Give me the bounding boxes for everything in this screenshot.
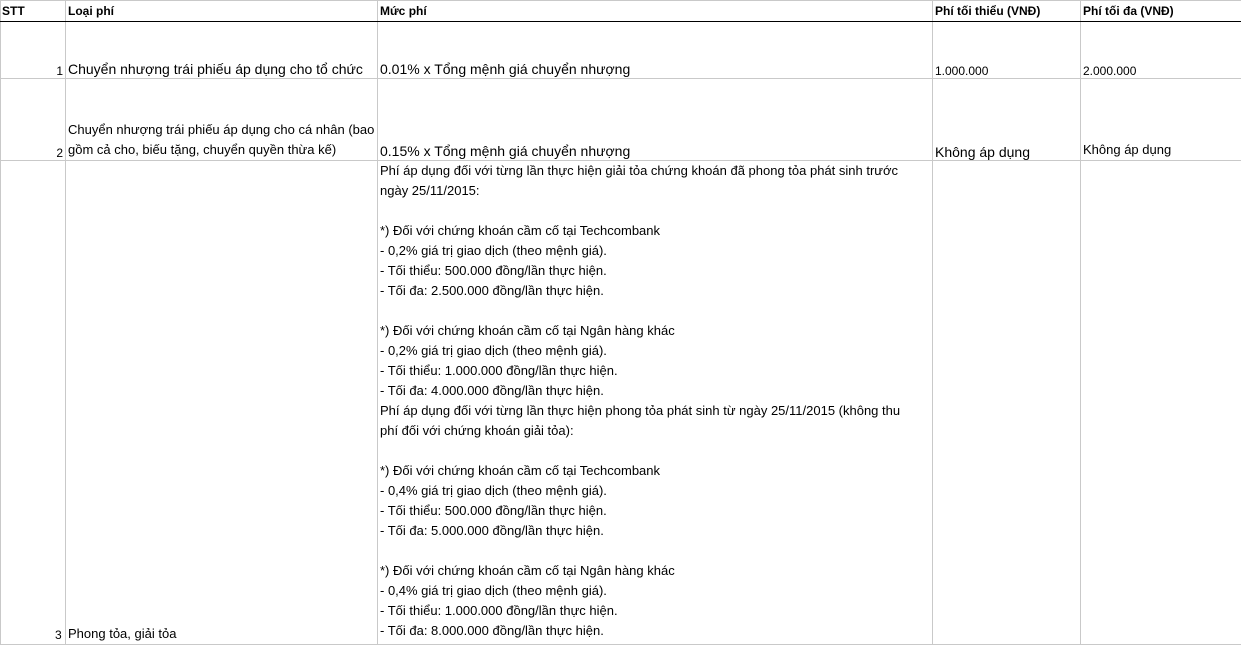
muc-phi-line xyxy=(380,441,930,461)
muc-phi-line: - Tối đa: 5.000.000 đồng/lần thực hiện. xyxy=(380,523,604,538)
cell-muc-phi[interactable]: 0.01% x Tổng mệnh giá chuyển nhượng xyxy=(378,22,933,79)
muc-phi-line xyxy=(380,201,930,221)
muc-phi-line: - 0,2% giá trị giao dịch (theo mệnh giá). xyxy=(380,243,607,258)
muc-phi-line: *) Đối với chứng khoán cầm cố tại Techcombank xyxy=(380,223,661,238)
muc-phi-line: phí đối với chứng khoán giải tỏa): xyxy=(380,423,574,438)
cell-phi-toi-thieu[interactable]: Không áp dụng xyxy=(933,79,1081,161)
muc-phi-line: - Tối thiểu: 500.000 đồng/lần thực hiện. xyxy=(380,263,607,278)
cell-loai-phi[interactable]: Chuyển nhượng trái phiếu áp dụng cho cá nhân (bao gồm cả cho, biếu tặng, chuyển quyền thừa kế) xyxy=(66,79,378,161)
cell-loai-phi[interactable]: Phong tỏa, giải tỏa xyxy=(66,161,378,645)
muc-phi-line: - 0,4% giá trị giao dịch (theo mệnh giá). xyxy=(380,583,607,598)
muc-phi-line: - Tối đa: 4.000.000 đồng/lần thực hiện. xyxy=(380,383,604,398)
cell-stt[interactable]: 3 xyxy=(1,161,66,645)
muc-phi-line: Phí áp dụng đối với từng lần thực hiện giải tỏa chứng khoán đã phong tỏa phát sinh trước xyxy=(380,163,899,178)
muc-phi-detail-lines xyxy=(380,161,930,641)
cell-phi-toi-da[interactable]: Không áp dụng xyxy=(1081,79,1241,161)
table-row xyxy=(1,79,1241,161)
cell-phi-toi-thieu[interactable]: 1.000.000 xyxy=(933,22,1081,79)
header-stt[interactable]: STT xyxy=(1,1,66,22)
cell-stt[interactable]: 2 xyxy=(1,79,66,161)
cell-muc-phi[interactable]: 0.15% x Tổng mệnh giá chuyển nhượng xyxy=(378,79,933,161)
muc-phi-line: - 0,2% giá trị giao dịch (theo mệnh giá). xyxy=(380,343,607,358)
table-row xyxy=(1,22,1241,79)
muc-phi-line: - 0,4% giá trị giao dịch (theo mệnh giá). xyxy=(380,483,607,498)
muc-phi-line: ngày 25/11/2015: xyxy=(380,183,480,198)
muc-phi-line: *) Đối với chứng khoán cầm cố tại Ngân hàng khác xyxy=(380,323,675,338)
muc-phi-line xyxy=(380,541,930,561)
header-row xyxy=(1,1,1241,22)
muc-phi-line: - Tối thiểu: 1.000.000 đồng/lần thực hiện. xyxy=(380,603,618,618)
header-loai-phi[interactable]: Loại phí xyxy=(66,1,378,22)
header-phi-toi-thieu[interactable]: Phí tối thiểu (VNĐ) xyxy=(933,1,1081,22)
muc-phi-line: Phí áp dụng đối với từng lần thực hiện phong tỏa phát sinh từ ngày 25/11/2015 (không thu xyxy=(380,403,901,418)
muc-phi-line: *) Đối với chứng khoán cầm cố tại Ngân hàng khác xyxy=(380,563,675,578)
muc-phi-line: - Tối thiểu: 1.000.000 đồng/lần thực hiện. xyxy=(380,363,618,378)
cell-muc-phi[interactable] xyxy=(378,161,933,645)
cell-stt[interactable]: 1 xyxy=(1,22,66,79)
cell-loai-phi[interactable]: Chuyển nhượng trái phiếu áp dụng cho tổ chức xyxy=(66,22,378,79)
table-row xyxy=(1,161,1241,645)
muc-phi-line: - Tối đa: 8.000.000 đồng/lần thực hiện. xyxy=(380,623,604,638)
header-phi-toi-da[interactable]: Phí tối đa (VNĐ) xyxy=(1081,1,1241,22)
header-muc-phi[interactable]: Mức phí xyxy=(378,1,933,22)
cell-phi-toi-da[interactable]: 2.000.000 xyxy=(1081,22,1241,79)
cell-phi-toi-thieu[interactable] xyxy=(933,161,1081,645)
cell-phi-toi-da[interactable] xyxy=(1081,161,1241,645)
muc-phi-line: - Tối thiểu: 500.000 đồng/lần thực hiện. xyxy=(380,503,607,518)
muc-phi-line: *) Đối với chứng khoán cầm cố tại Techcombank xyxy=(380,463,661,478)
muc-phi-line: - Tối đa: 2.500.000 đồng/lần thực hiện. xyxy=(380,283,604,298)
muc-phi-line xyxy=(380,301,930,321)
